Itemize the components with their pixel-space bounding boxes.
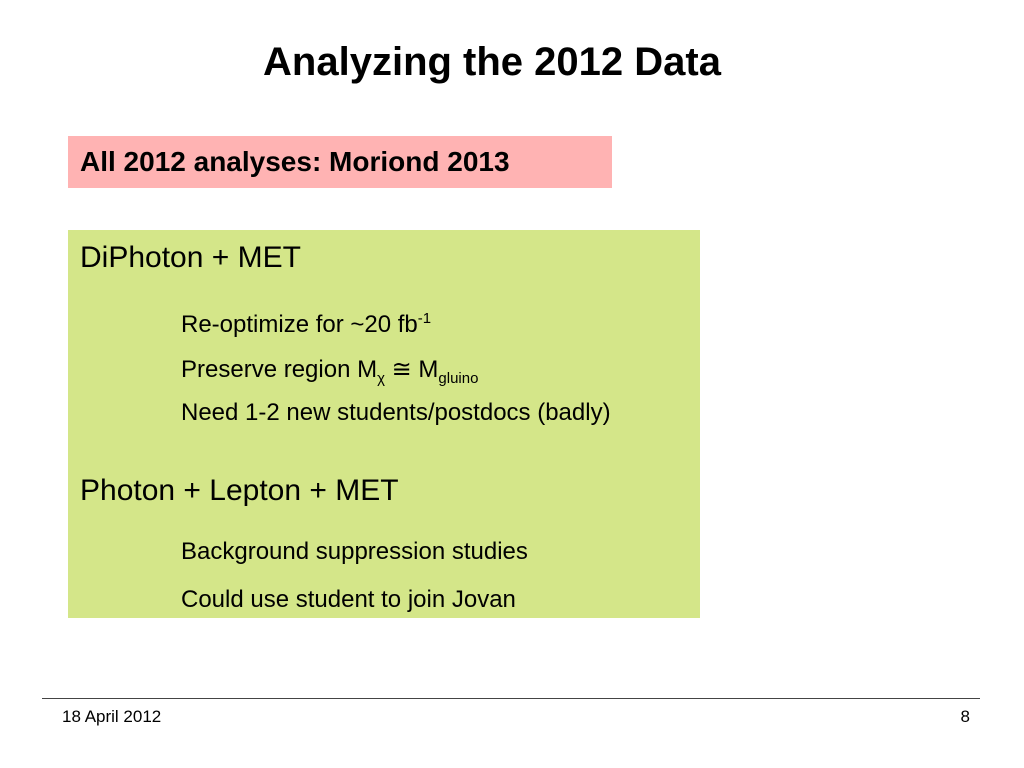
bullet-preserve-relation: ≅ M xyxy=(384,356,439,383)
bullet-preserve-text: Preserve region M xyxy=(181,356,378,383)
bullet-join-jovan: Could use student to join Jovan xyxy=(181,586,516,613)
bullet-preserve-subscript-gluino: gluino xyxy=(438,369,479,387)
bullet-need-students: Need 1-2 new students/postdocs (badly) xyxy=(181,399,611,426)
bullet-reoptimize-superscript: -1 xyxy=(417,310,432,327)
bullet-background-suppression: Background suppression studies xyxy=(181,538,528,565)
slide-title: Analyzing the 2012 Data xyxy=(263,40,721,84)
footer-divider xyxy=(42,698,980,699)
content-box xyxy=(68,230,700,618)
footer-date: 18 April 2012 xyxy=(62,707,162,726)
page-number: 8 xyxy=(960,707,970,726)
bullet-reoptimize xyxy=(181,310,431,340)
bullet-preserve-region xyxy=(181,355,478,385)
bullet-preserve-subscript-chi: χ xyxy=(377,369,385,387)
section-heading-photon-lepton: Photon + Lepton + MET xyxy=(80,474,399,507)
bullet-reoptimize-text: Re-optimize for ~20 fb xyxy=(181,311,418,338)
analyses-banner: All 2012 analyses: Moriond 2013 xyxy=(68,136,612,188)
section-heading-diphoton: DiPhoton + MET xyxy=(80,241,301,274)
